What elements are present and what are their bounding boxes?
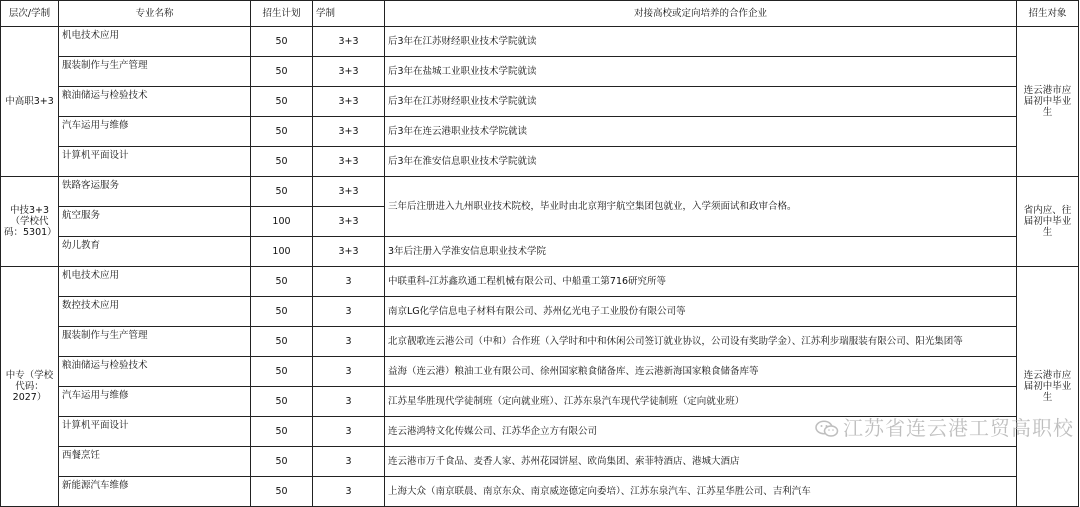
- partner-cell: 后3年在连云港职业技术学院就读: [385, 117, 1017, 147]
- partner-cell: 上海大众（南京联晨、南京东众、南京威迩德定向委培）、江苏东泉汽车、江苏星华胜公司、吉利汽车: [385, 477, 1017, 507]
- quota-cell: 100: [251, 207, 313, 237]
- level-cell: 中技3+3（学校代码：5301）: [1, 177, 59, 267]
- table-row: [1, 147, 1079, 177]
- table-row: [1, 477, 1079, 507]
- major-cell: 新能源汽车维修: [59, 477, 251, 507]
- level-cell: 中专（学校代码：2027）: [1, 267, 59, 507]
- table-row: [1, 117, 1079, 147]
- years-cell: 3+3: [313, 117, 385, 147]
- table-row: [1, 57, 1079, 87]
- years-cell: 3+3: [313, 207, 385, 237]
- partner-cell: 中联重科-江苏鑫玖通工程机械有限公司、中船重工第716研究所等: [385, 267, 1017, 297]
- years-cell: 3+3: [313, 237, 385, 267]
- years-cell: 3: [313, 267, 385, 297]
- partner-cell: 北京靓歌连云港公司（中和）合作班（入学时和中和休闲公司签订就业协议，公司设有奖助学金）、江苏利步瑞服装有限公司、阳光集团等: [385, 327, 1017, 357]
- level-cell: 中高职3+3: [1, 27, 59, 177]
- wechat-icon: [815, 420, 839, 438]
- partner-cell: 连云港鸿特文化传媒公司、江苏华企立方有限公司: [385, 417, 1017, 447]
- major-cell: 幼儿教育: [59, 237, 251, 267]
- partner-cell: 连云港市万千食品、麦香人家、苏州花园饼屋、欧尚集团、索菲特酒店、港城大酒店: [385, 447, 1017, 477]
- years-cell: 3: [313, 297, 385, 327]
- partner-cell: 后3年在江苏财经职业技术学院就读: [385, 27, 1017, 57]
- years-cell: 3+3: [313, 147, 385, 177]
- target-cell: 省内应、往届初中毕业生: [1017, 177, 1079, 267]
- quota-cell: 50: [251, 87, 313, 117]
- header-partner: 对接高校或定向培养的合作企业: [385, 1, 1017, 27]
- years-cell: 3+3: [313, 57, 385, 87]
- years-cell: 3: [313, 357, 385, 387]
- years-cell: 3+3: [313, 27, 385, 57]
- quota-cell: 50: [251, 417, 313, 447]
- partner-cell: 后3年在淮安信息职业技术学院就读: [385, 147, 1017, 177]
- major-cell: 西餐烹饪: [59, 447, 251, 477]
- major-cell: 机电技术应用: [59, 267, 251, 297]
- partner-cell: 南京LG化学信息电子材料有限公司、苏州亿光电子工业股份有限公司等: [385, 297, 1017, 327]
- quota-cell: 50: [251, 147, 313, 177]
- table-row: [1, 297, 1079, 327]
- quota-cell: 50: [251, 387, 313, 417]
- partner-cell: 后3年在盐城工业职业技术学院就读: [385, 57, 1017, 87]
- quota-cell: 50: [251, 447, 313, 477]
- years-cell: 3: [313, 417, 385, 447]
- major-cell: 数控技术应用: [59, 297, 251, 327]
- table-row: [1, 447, 1079, 477]
- table-row: [1, 87, 1079, 117]
- quota-cell: 50: [251, 177, 313, 207]
- quota-cell: 50: [251, 297, 313, 327]
- major-cell: 铁路客运服务: [59, 177, 251, 207]
- watermark: [815, 412, 1074, 441]
- header-quota: 招生计划: [251, 1, 313, 27]
- major-cell: 汽车运用与维修: [59, 387, 251, 417]
- table-row: [1, 357, 1079, 387]
- quota-cell: 50: [251, 267, 313, 297]
- target-cell: 连云港市应届初中毕业生: [1017, 27, 1079, 177]
- quota-cell: 50: [251, 57, 313, 87]
- table-row: [1, 327, 1079, 357]
- quota-cell: 100: [251, 237, 313, 267]
- major-cell: 计算机平面设计: [59, 147, 251, 177]
- watermark-text: 江苏省连云港工贸高职校: [843, 416, 1074, 440]
- years-cell: 3+3: [313, 87, 385, 117]
- quota-cell: 50: [251, 27, 313, 57]
- major-cell: 计算机平面设计: [59, 417, 251, 447]
- header-years: 学制: [313, 1, 385, 27]
- header-target: 招生对象: [1017, 1, 1079, 27]
- quota-cell: 50: [251, 477, 313, 507]
- years-cell: 3: [313, 327, 385, 357]
- major-cell: 航空服务: [59, 207, 251, 237]
- header-major: 专业名称: [59, 1, 251, 27]
- header-row: [1, 1, 1079, 27]
- partner-cell-merged: 三年后注册进入九州职业技术院校，毕业时由北京翔宇航空集团包就业，入学须面试和政审合格。: [385, 177, 1017, 237]
- header-level: 层次/学制: [1, 1, 59, 27]
- years-cell: 3+3: [313, 177, 385, 207]
- years-cell: 3: [313, 447, 385, 477]
- major-cell: 汽车运用与维修: [59, 117, 251, 147]
- partner-cell: 后3年在江苏财经职业技术学院就读: [385, 87, 1017, 117]
- target-cell: 连云港市应届初中毕业生: [1017, 267, 1079, 507]
- partner-cell: 益海（连云港）粮油工业有限公司、徐州国家粮食储备库、连云港新海国家粮食储备库等: [385, 357, 1017, 387]
- table-row: [1, 177, 1079, 207]
- table-row: [1, 237, 1079, 267]
- partner-cell: 3年后注册入学淮安信息职业技术学院: [385, 237, 1017, 267]
- quota-cell: 50: [251, 327, 313, 357]
- table-row: [1, 27, 1079, 57]
- table-row: [1, 267, 1079, 297]
- years-cell: 3: [313, 477, 385, 507]
- major-cell: 服装制作与生产管理: [59, 327, 251, 357]
- major-cell: 服装制作与生产管理: [59, 57, 251, 87]
- years-cell: 3: [313, 387, 385, 417]
- major-cell: 粮油储运与检验技术: [59, 87, 251, 117]
- quota-cell: 50: [251, 117, 313, 147]
- quota-cell: 50: [251, 357, 313, 387]
- major-cell: 粮油储运与检验技术: [59, 357, 251, 387]
- partner-cell: 江苏星华胜现代学徒制班（定向就业班）、江苏东泉汽车现代学徒制班（定向就业班）: [385, 387, 1017, 417]
- major-cell: 机电技术应用: [59, 27, 251, 57]
